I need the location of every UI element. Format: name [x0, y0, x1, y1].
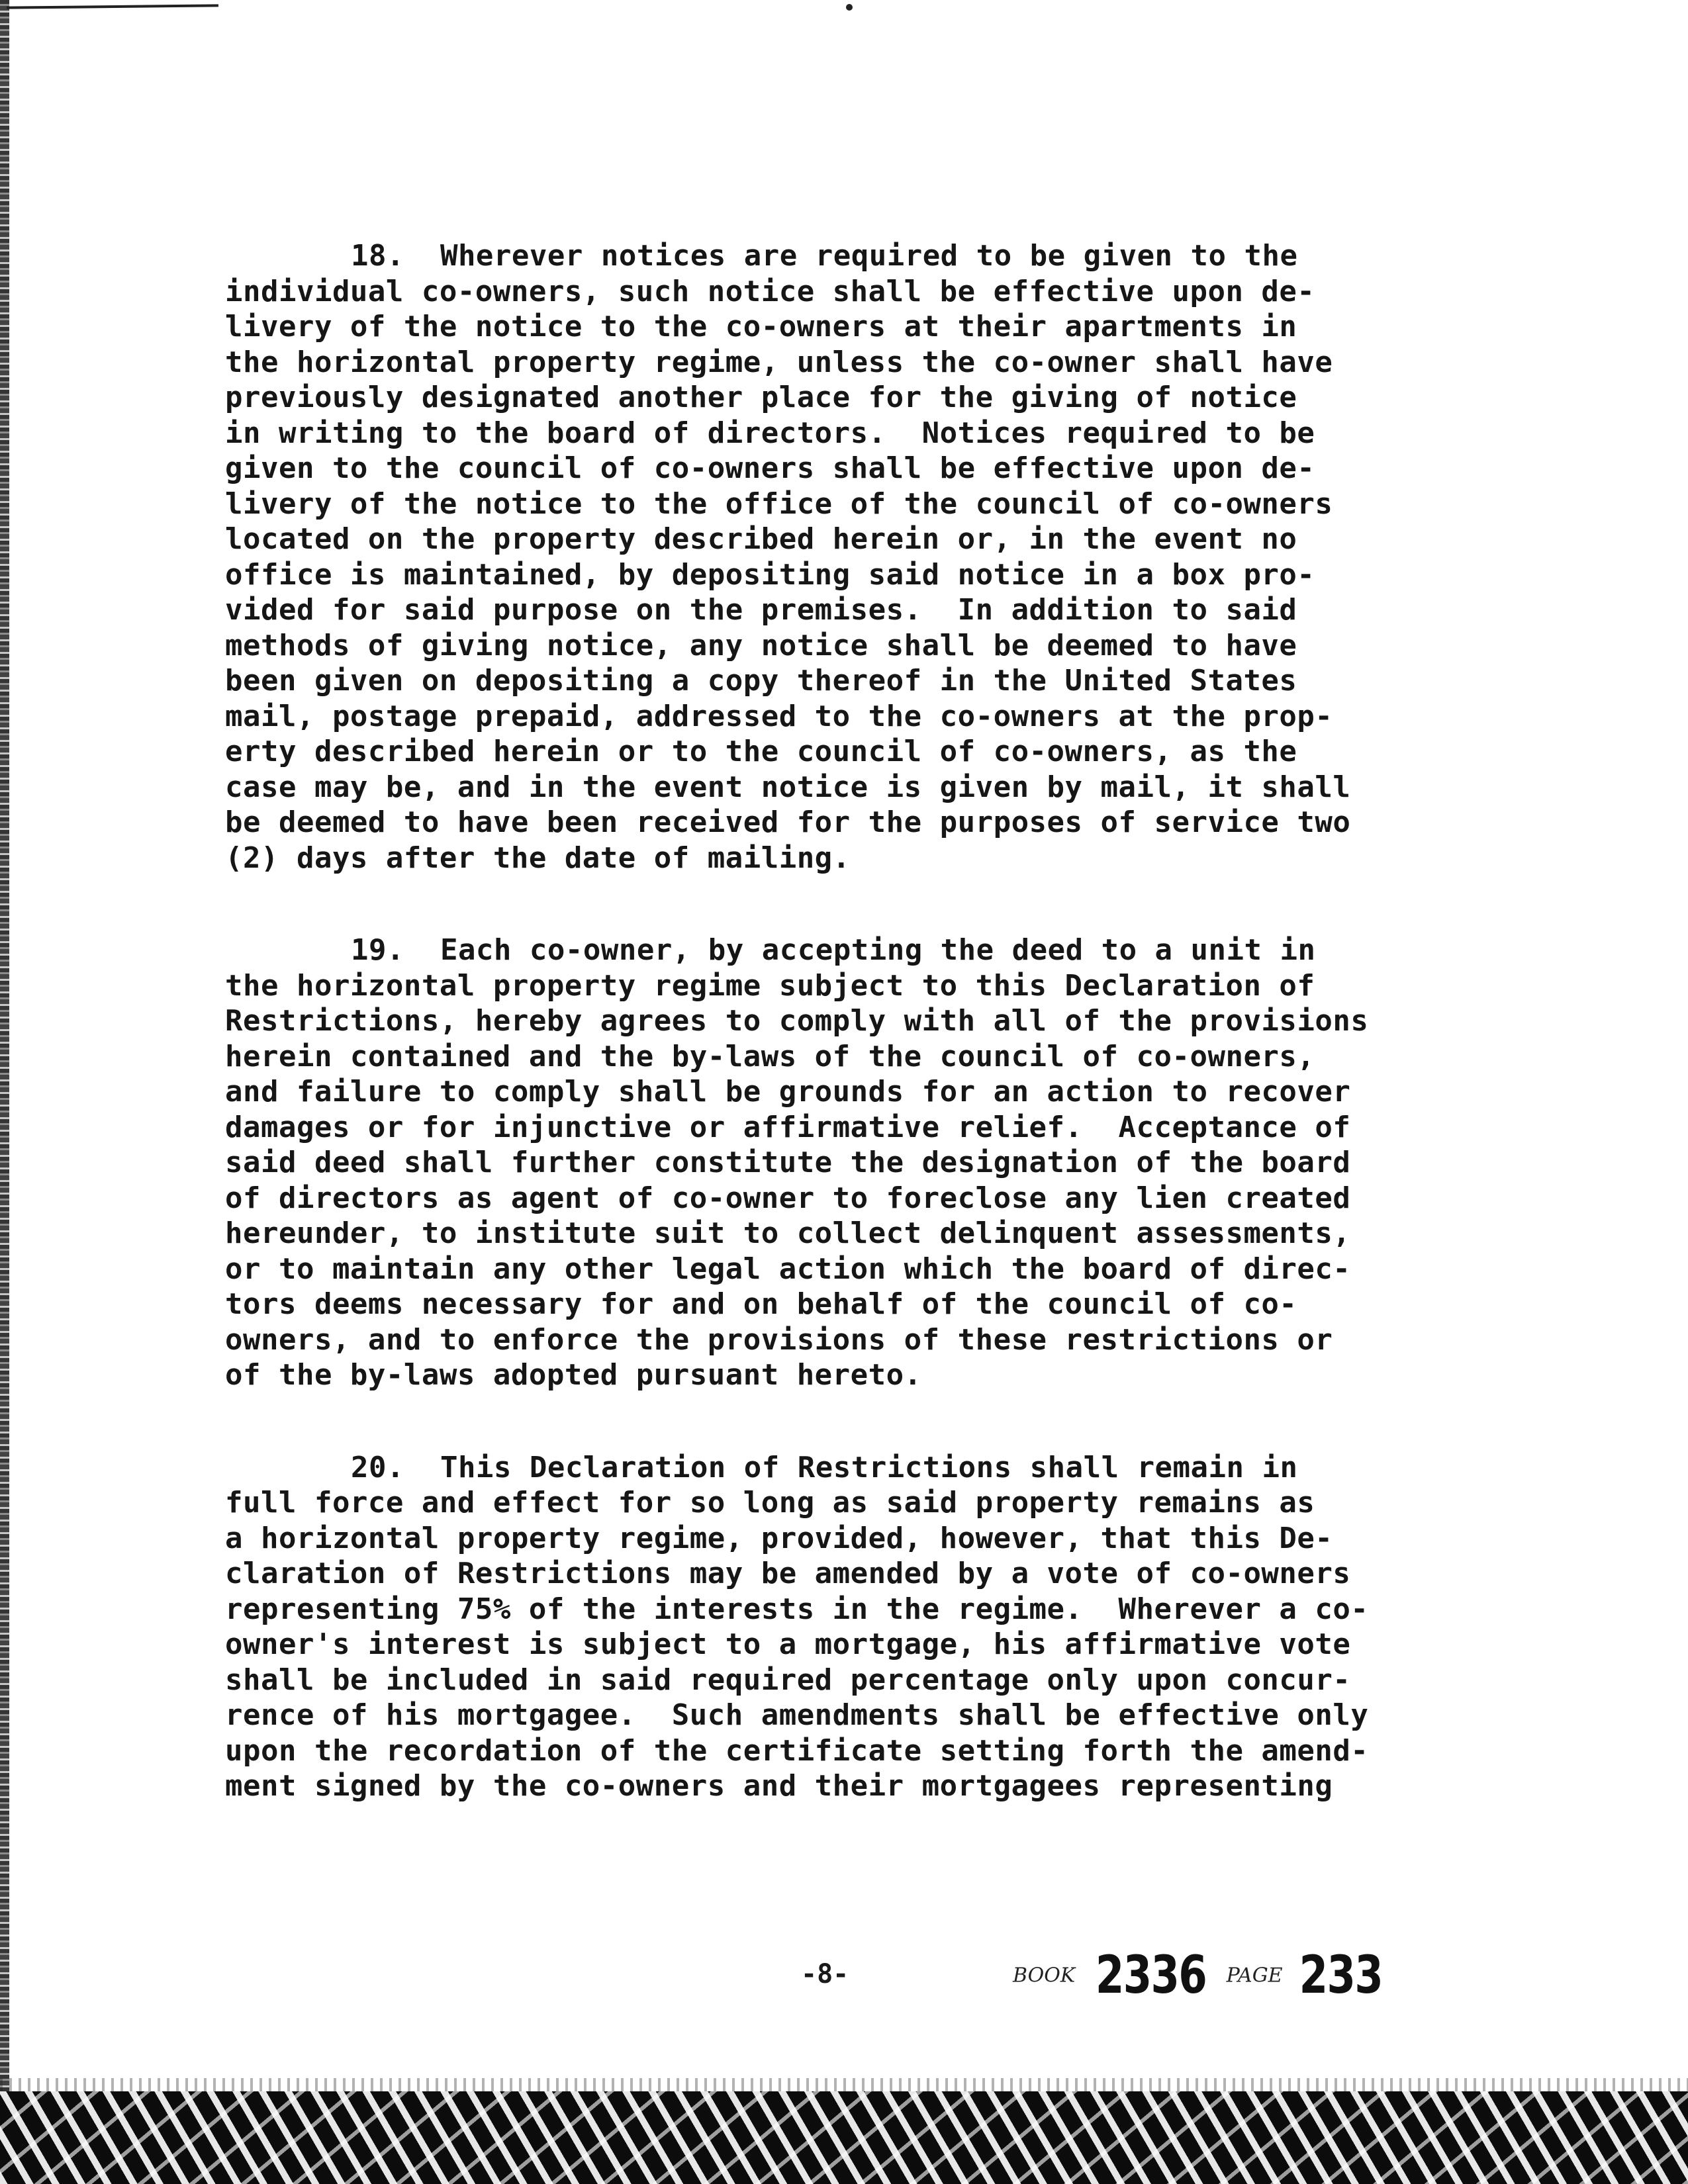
text-line: a horizontal property regime, provided, however, that this De- — [225, 1521, 1333, 1555]
text-line: given to the council of co-owners shall be effective upon de- — [225, 451, 1315, 485]
text-line: damages or for injunctive or affirmative relief. Acceptance of — [225, 1110, 1351, 1144]
text-line: and failure to comply shall be grounds for an action to recover — [225, 1075, 1351, 1109]
scan-top-mark — [7, 4, 218, 13]
text-line: herein contained and the by-laws of the council of co-owners, — [225, 1039, 1315, 1073]
text-line: 20. This Declaration of Restrictions shall remain in — [351, 1450, 1298, 1484]
text-line: hereunder, to institute suit to collect delinquent assessments, — [225, 1216, 1351, 1250]
text-line: office is maintained, by depositing said notice in a box pro- — [225, 557, 1315, 592]
text-line: shall be included in said required percentage only upon concur- — [225, 1662, 1351, 1697]
text-line: of the by-laws adopted pursuant hereto. — [225, 1358, 922, 1392]
text-line: case may be, and in the event notice is given by mail, it shall — [225, 770, 1351, 804]
text-line: tors deems necessary for and on behalf of the council of co- — [225, 1287, 1297, 1321]
text-line: the horizontal property regime, unless the co-owner shall have — [225, 345, 1333, 379]
text-line: representing 75% of the interests in the regime. Wherever a co- — [225, 1592, 1369, 1626]
text-line: livery of the notice to the co-owners at their apartments in — [225, 310, 1297, 343]
text-line: mail, postage prepaid, addressed to the co-owners at the prop- — [225, 699, 1333, 733]
document-body — [225, 238, 1456, 1861]
scan-bottom-band — [0, 2091, 1688, 2184]
text-line: of directors as agent of co-owner to foreclose any lien created — [225, 1181, 1351, 1215]
book-page-stamp — [1013, 1946, 1393, 2005]
text-line: rence of his mortgagee. Such amendments shall be effective only — [225, 1698, 1369, 1732]
text-line: 18. Wherever notices are required to be given to the — [351, 239, 1298, 273]
book-number: 2336 — [1095, 1946, 1207, 2005]
text-line: the horizontal property regime subject to this Declaration of — [225, 968, 1315, 1003]
text-line: methods of giving notice, any notice shall be deemed to have — [225, 628, 1297, 662]
text-line: upon the recordation of the certificate setting forth the amend- — [225, 1733, 1369, 1768]
text-line: 19. Each co-owner, by accepting the deed to a unit in — [351, 933, 1316, 967]
scan-edge-artifact — [0, 0, 9, 2184]
text-line: ment signed by the co-owners and their mortgagees representing — [225, 1769, 1333, 1803]
text-line: been given on depositing a copy thereof in the United States — [225, 664, 1297, 698]
text-line: individual co-owners, such notice shall be effective upon de- — [225, 274, 1315, 308]
text-line: previously designated another place for the giving of notice — [225, 381, 1297, 414]
paragraph-20 — [225, 1450, 1456, 1804]
scan-dot — [846, 4, 853, 11]
paragraph-19 — [225, 933, 1456, 1393]
text-line: erty described herein or to the council of co-owners, as the — [225, 735, 1297, 768]
text-line: claration of Restrictions may be amended by a vote of co-owners — [225, 1557, 1351, 1590]
text-line: (2) days after the date of mailing. — [225, 841, 851, 875]
text-line: or to maintain any other legal action which the board of direc- — [225, 1251, 1351, 1286]
page-number: -8- — [801, 1959, 849, 1989]
text-line: in writing to the board of directors. Notices required to be — [225, 416, 1315, 450]
text-line: be deemed to have been received for the purposes of service two — [225, 805, 1351, 839]
text-line: Restrictions, hereby agrees to comply with all of the provisions — [225, 1004, 1369, 1038]
text-line: livery of the notice to the office of the council of co-owners — [225, 486, 1333, 521]
text-line: located on the property described herein or, in the event no — [225, 522, 1297, 556]
page-footer — [0, 1946, 1688, 2005]
page-ref-number: 233 — [1299, 1946, 1383, 2005]
book-label: BOOK — [1013, 1964, 1076, 1987]
text-line: owner's interest is subject to a mortgage, his affirmative vote — [225, 1627, 1351, 1661]
paragraph-18 — [225, 238, 1456, 876]
text-line: owners, and to enforce the provisions of these restrictions or — [225, 1322, 1333, 1357]
page-label: PAGE — [1226, 1964, 1283, 1987]
text-line: full force and effect for so long as said property remains as — [225, 1486, 1315, 1520]
text-line: said deed shall further constitute the designation of the board — [225, 1146, 1351, 1179]
text-line: vided for said purpose on the premises. In addition to said — [225, 593, 1297, 627]
